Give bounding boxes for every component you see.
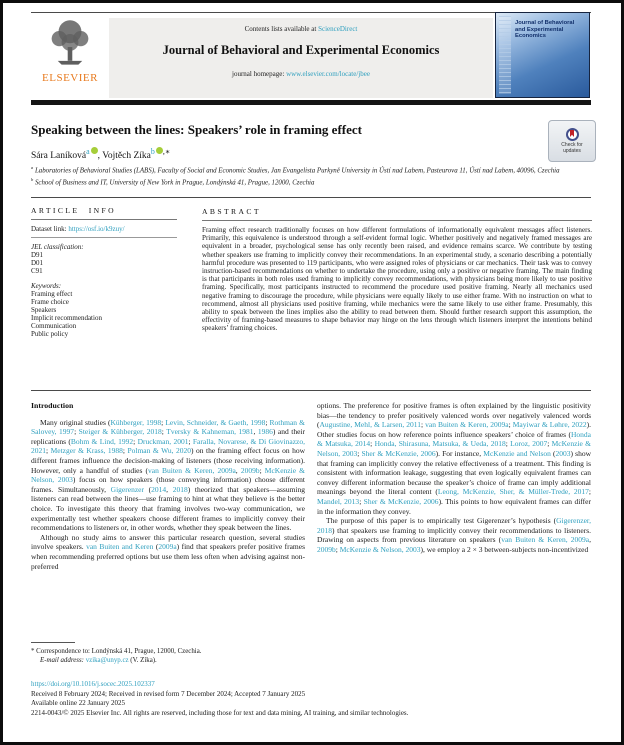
- text-segment: a: [31, 165, 34, 170]
- citation-link[interactable]: Levin, Schneider, & Gaeth, 1998: [165, 417, 266, 427]
- text-segment: b: [31, 176, 34, 182]
- text-segment: (: [550, 448, 556, 458]
- corresponding-author-mark: ,∗: [162, 147, 171, 156]
- author-name: Vojtěch Zíka: [102, 151, 151, 162]
- keywords-label: Keywords:: [31, 282, 62, 290]
- citation-link[interactable]: Tversky & Kahneman, 1981: [166, 427, 254, 437]
- homepage-prefix: journal homepage:: [232, 70, 287, 78]
- abstract-rule: [202, 220, 592, 221]
- keyword: Frame choice: [31, 298, 69, 306]
- citation-link[interactable]: 2009b: [317, 544, 336, 554]
- text-segment: School of Business and IT, University of New York in Prague, Londýnská 41, Prague, 12000, Czechia: [33, 179, 315, 187]
- text-segment: ;: [505, 439, 511, 449]
- homepage-line: [109, 70, 493, 78]
- citation-link[interactable]: McKenzie and Nelson: [483, 448, 551, 458]
- text-segment: ,: [235, 465, 241, 475]
- text-segment: ,: [253, 427, 258, 437]
- paragraph: [317, 516, 591, 554]
- cover-title: Journal of Behavioral and Experimental Economics: [515, 20, 575, 40]
- jel-code: C91: [31, 267, 43, 275]
- citation-link[interactable]: Kühberger, 1998: [110, 417, 162, 427]
- body-right-column: [317, 401, 591, 555]
- text-segment: ;: [161, 427, 167, 437]
- citation-link[interactable]: Honda & Matsuka, 2014: [317, 429, 591, 449]
- cover-left-strip: [499, 16, 511, 94]
- homepage-link[interactable]: www.elsevier.com/locate/jbee: [286, 70, 370, 78]
- citation-link[interactable]: McKenzie & Nelson, 2003: [317, 439, 592, 458]
- affiliation-a: [31, 164, 593, 176]
- contents-prefix: Contents lists available at: [244, 25, 319, 33]
- citation-link[interactable]: 2003: [555, 448, 571, 458]
- citation-link[interactable]: Augustine, Mehl, & Larsen, 2011: [319, 420, 421, 430]
- text-segment: ;: [357, 448, 362, 458]
- contents-line: [109, 25, 493, 33]
- footnote-rule: [31, 642, 75, 643]
- text-segment: ) find that speakers prefer positive frames when recommending preferred options but use them less often when advising against non-preferred: [31, 542, 305, 571]
- article-info-heading: ARTICLE INFO: [31, 206, 117, 215]
- article-info-rule: [31, 219, 177, 220]
- email-note: [31, 657, 331, 666]
- text-segment: ;: [122, 446, 128, 456]
- citation-link[interactable]: 2009a: [158, 542, 177, 552]
- keyword: Implicit recommendation: [31, 314, 102, 322]
- elsevier-tree-icon: [47, 18, 93, 70]
- text-segment: ;: [46, 446, 51, 456]
- text-segment: ,: [166, 484, 173, 494]
- citation-link[interactable]: Sher & McKenzie, 2006: [361, 448, 436, 458]
- received-line: Received 8 February 2024; Received in revised form 7 December 2024; Accepted 7 January 2025: [31, 690, 306, 698]
- elsevier-wordmark: ELSEVIER: [42, 72, 98, 84]
- orcid-icon[interactable]: [91, 147, 98, 154]
- text-segment: ;: [74, 427, 79, 437]
- author-affiliation-sup[interactable]: a: [86, 147, 90, 156]
- elsevier-logo: [31, 18, 109, 98]
- paragraph: [317, 401, 591, 516]
- citation-link[interactable]: Steiger & Kühberger, 2018: [78, 427, 162, 437]
- orcid-icon[interactable]: [156, 147, 163, 154]
- jel-code: D91: [31, 251, 44, 259]
- text-segment: Laboratories of Behavioral Studies (LABS), Faculty of Social and Economic Studies, Jan Evangelista Purkyně University in Ústí nad Labem, Pasteurova 11, Ústí nad Labem, 40096, Czechia: [33, 167, 560, 175]
- citation-link[interactable]: 2009b: [240, 465, 260, 475]
- text-segment: E-mail address:: [40, 656, 86, 664]
- keyword: Communication: [31, 322, 77, 330]
- keyword: Speakers: [31, 306, 57, 314]
- rights-line: 2214-0043/© 2025 Elsevier Inc. All rights are reserved, including those for text and data mining, AI training, and similar technologies.: [31, 708, 409, 717]
- citation-link[interactable]: Faralla, Novarese, & Di Giovinazzo, 2021: [31, 436, 305, 456]
- citation-link[interactable]: van Buiten & Keren, 2009a: [501, 535, 590, 545]
- citation-link[interactable]: Druckman, 2001: [137, 436, 189, 446]
- text-segment: ;: [508, 420, 513, 430]
- dataset-label: Dataset link:: [31, 225, 69, 233]
- text-segment: options. The preference for positive frames is often explained by the linguistic positivity bias—the tendency to prefer positively valenced words over negatively valenced words (: [317, 401, 591, 430]
- check-for-updates-label: Check for updates: [561, 142, 583, 154]
- text-segment: ;: [259, 465, 265, 475]
- title-divider-rule: [31, 197, 591, 198]
- citation-link[interactable]: Loroz, 2007: [510, 439, 548, 449]
- text-segment: ), we employ a 2 × 3 between-subjects non-incentivized: [420, 544, 589, 554]
- text-segment: ;: [335, 544, 340, 554]
- text-segment: The purpose of this paper is to empirically test Gigerenzer’s hypothesis (: [326, 516, 557, 526]
- text-segment: ;: [547, 439, 552, 449]
- text-segment: ;: [588, 487, 591, 497]
- citation-link[interactable]: Sher & McKenzie, 2006: [363, 496, 439, 506]
- citation-link[interactable]: Gigerenzer: [110, 484, 144, 494]
- citation-link[interactable]: vzika@unyp.cz: [85, 656, 129, 664]
- citation-link[interactable]: Bohm & Lind, 1992: [70, 436, 134, 446]
- keyword: Framing effect: [31, 290, 73, 298]
- text-segment: Although no study aims to answer this particular research question, several studies involve speakers.: [31, 532, 305, 552]
- article-title: Speaking between the lines: Speakers’ role in framing effect: [31, 122, 362, 137]
- text-segment: ;: [265, 417, 270, 427]
- text-segment: (: [153, 542, 159, 552]
- citation-link[interactable]: van Buiten and Keren: [86, 542, 154, 552]
- citation-link[interactable]: Honda, Shirasuna, Matsuka, & Ueda, 2018: [374, 439, 506, 449]
- abstract-column: [202, 207, 592, 333]
- abstract-bottom-rule: [31, 390, 591, 391]
- author-line: [31, 147, 170, 161]
- text-segment: (V. Zíka).: [128, 656, 157, 664]
- text-segment: ) and their replications (: [31, 427, 306, 446]
- text-segment: ). For instance,: [435, 448, 484, 458]
- citation-link[interactable]: Polman & Wu, 2020: [127, 446, 191, 456]
- text-segment: ;: [359, 496, 364, 506]
- body-left-column: [31, 401, 305, 571]
- text-segment: ). This points to how equivalent frames can differ in the information they convey.: [317, 496, 591, 516]
- jel-label: JEL classification:: [31, 243, 84, 251]
- citation-link[interactable]: Rothman & Salovey, 1997: [31, 417, 305, 437]
- journal-header-band: [109, 18, 493, 98]
- text-segment: ) focus on how speakers (those conveying information) choose different frames. Simultaneously,: [31, 475, 306, 494]
- citation-link[interactable]: Mayiwar & Løhre, 2022: [512, 420, 587, 430]
- citation-link[interactable]: Mandel, 2013: [317, 496, 360, 506]
- text-segment: ;: [421, 420, 426, 430]
- citation-link[interactable]: Gigerenzer, 2018: [317, 516, 591, 535]
- citation-link[interactable]: McKenzie & Nelson, 2003: [339, 544, 421, 554]
- affiliation-b: [31, 176, 593, 188]
- text-segment: ) theorized that speakers—assuming listeners can read between the lines—use framing to hint at what they believe is the better choice. To investigate this theory that framing involves two-way communication, we experimentally test whether speakers choose different frames to implicitly convey their recommendations to listeners or, in other words, whether they speak between the lines.: [31, 484, 305, 533]
- available-online-line: Available online 22 January 2025: [31, 699, 125, 708]
- citation-link[interactable]: Metzger & Krass, 1988: [50, 446, 123, 456]
- citation-link[interactable]: 2018: [172, 484, 188, 494]
- citation-link[interactable]: van Buiten & Keren, 2009a: [148, 465, 236, 475]
- paragraph: [31, 533, 305, 571]
- header-divider-bar: [31, 100, 591, 105]
- journal-cover-thumbnail[interactable]: [495, 12, 590, 98]
- text-segment: ;: [133, 436, 138, 446]
- citation-link[interactable]: McKenzie & Nelson, 2003: [31, 465, 306, 485]
- text-segment: ) that speakers use framing to implicitly convey their recommendations to listeners. Drawing on aspects from previous literature on speakers (: [317, 525, 591, 545]
- article-info-column: [31, 207, 177, 338]
- text-segment: ;: [370, 439, 375, 449]
- author-affiliation-sup[interactable]: b: [150, 147, 155, 156]
- abstract-heading: ABSTRACT: [202, 207, 261, 216]
- footnote-block: [31, 648, 331, 666]
- author-name: Sára Laníková: [31, 151, 87, 162]
- authors-separator: ,: [97, 151, 103, 162]
- doi-link[interactable]: https://doi.org/10.1016/j.socec.2025.102337: [31, 680, 155, 688]
- correspondence-note: * Correspondence to: Londýnská 41, Prague, 12000, Czechia.: [31, 648, 202, 655]
- footer-meta: [31, 690, 591, 718]
- citation-link[interactable]: 2014: [151, 484, 167, 494]
- text-segment: Many original studies (: [40, 417, 111, 427]
- text-segment: ) show that framing can implicitly convey the relative effectiveness of a treatment. This finding is consistent with information leakage, suggesting that even logically equivalent frames can convey different information because the speaker’s choice of frame can imply additional meanings beyond the literal content (: [317, 448, 591, 497]
- abstract-text: Framing effect research traditionally focuses on how different formulations of informationally equivalent messages affect listeners. Primarily, this equivalence is understood through a self-evident formal logic. Whether positively and negatively framed messages are equivalent in a broader, psychological sense has only recently been raised, and evidence remains scarce. We contribute by testing whether speakers use framing to implicitly convey their recommendations. In an experimental study, a scenario describing a potentially harmful procedure was presented to 119 participants, who were assigned roles of physicians or car mechanics. Their task was to convey instruction-based recommendations on whether to undertake the procedure, using only a positive or negative framing. The main finding is that participants in both roles used framing to implicitly convey recommendations, with physicians being more likely to use positive framing. Specifically, most participants instructed to recommend the procedure used positive framing. Nearly all mechanics used negative framing to discourage the procedure, while physicians were equally likely to use either frame. With no instruction on what to recommend, almost all physicians used positive framing, while mechanics were the same likely to use either frame. Presumably, this ability to speak between the lines implies also the ability to read between them. Should further research support this assumption, the effectivity of framing-based measures to shape behavior may hinge on the lens through which listeners interpret the intentions behind speakers’ framing choices.: [202, 226, 592, 333]
- sciencedirect-link[interactable]: ScienceDirect: [318, 25, 358, 33]
- text-segment: ;: [161, 417, 166, 427]
- citation-link[interactable]: Leong, McKenzie, Sher, & Müller-Trede, 2017: [437, 487, 589, 497]
- dataset-divider-rule: [31, 237, 177, 238]
- check-for-updates-badge[interactable]: [548, 120, 596, 162]
- text-segment: ). Other studies focus on how reference points influence speakers’ choice of frames (: [317, 420, 591, 439]
- text-segment: ;: [188, 436, 193, 446]
- section-heading-introduction: Introduction: [31, 401, 74, 410]
- paragraph: [31, 418, 305, 533]
- affiliations: [31, 164, 593, 188]
- dataset-link-row: [31, 225, 177, 233]
- journal-title: Journal of Behavioral and Experimental Economics: [162, 43, 440, 57]
- keyword: Public policy: [31, 330, 69, 338]
- text-segment: ) on the framing effect focus on how different frames influence the decision-making of listeners (those receiving information). However, only a handful of studies (: [31, 446, 305, 475]
- text-segment: ,: [589, 535, 591, 545]
- jel-code: D01: [31, 259, 44, 267]
- citation-link[interactable]: 1986: [257, 427, 273, 437]
- crossmark-icon: [566, 128, 579, 141]
- text-segment: (: [143, 484, 152, 494]
- dataset-link[interactable]: https://osf.io/k9zuy/: [68, 225, 125, 233]
- citation-link[interactable]: van Buiten & Keren, 2009a: [425, 420, 509, 430]
